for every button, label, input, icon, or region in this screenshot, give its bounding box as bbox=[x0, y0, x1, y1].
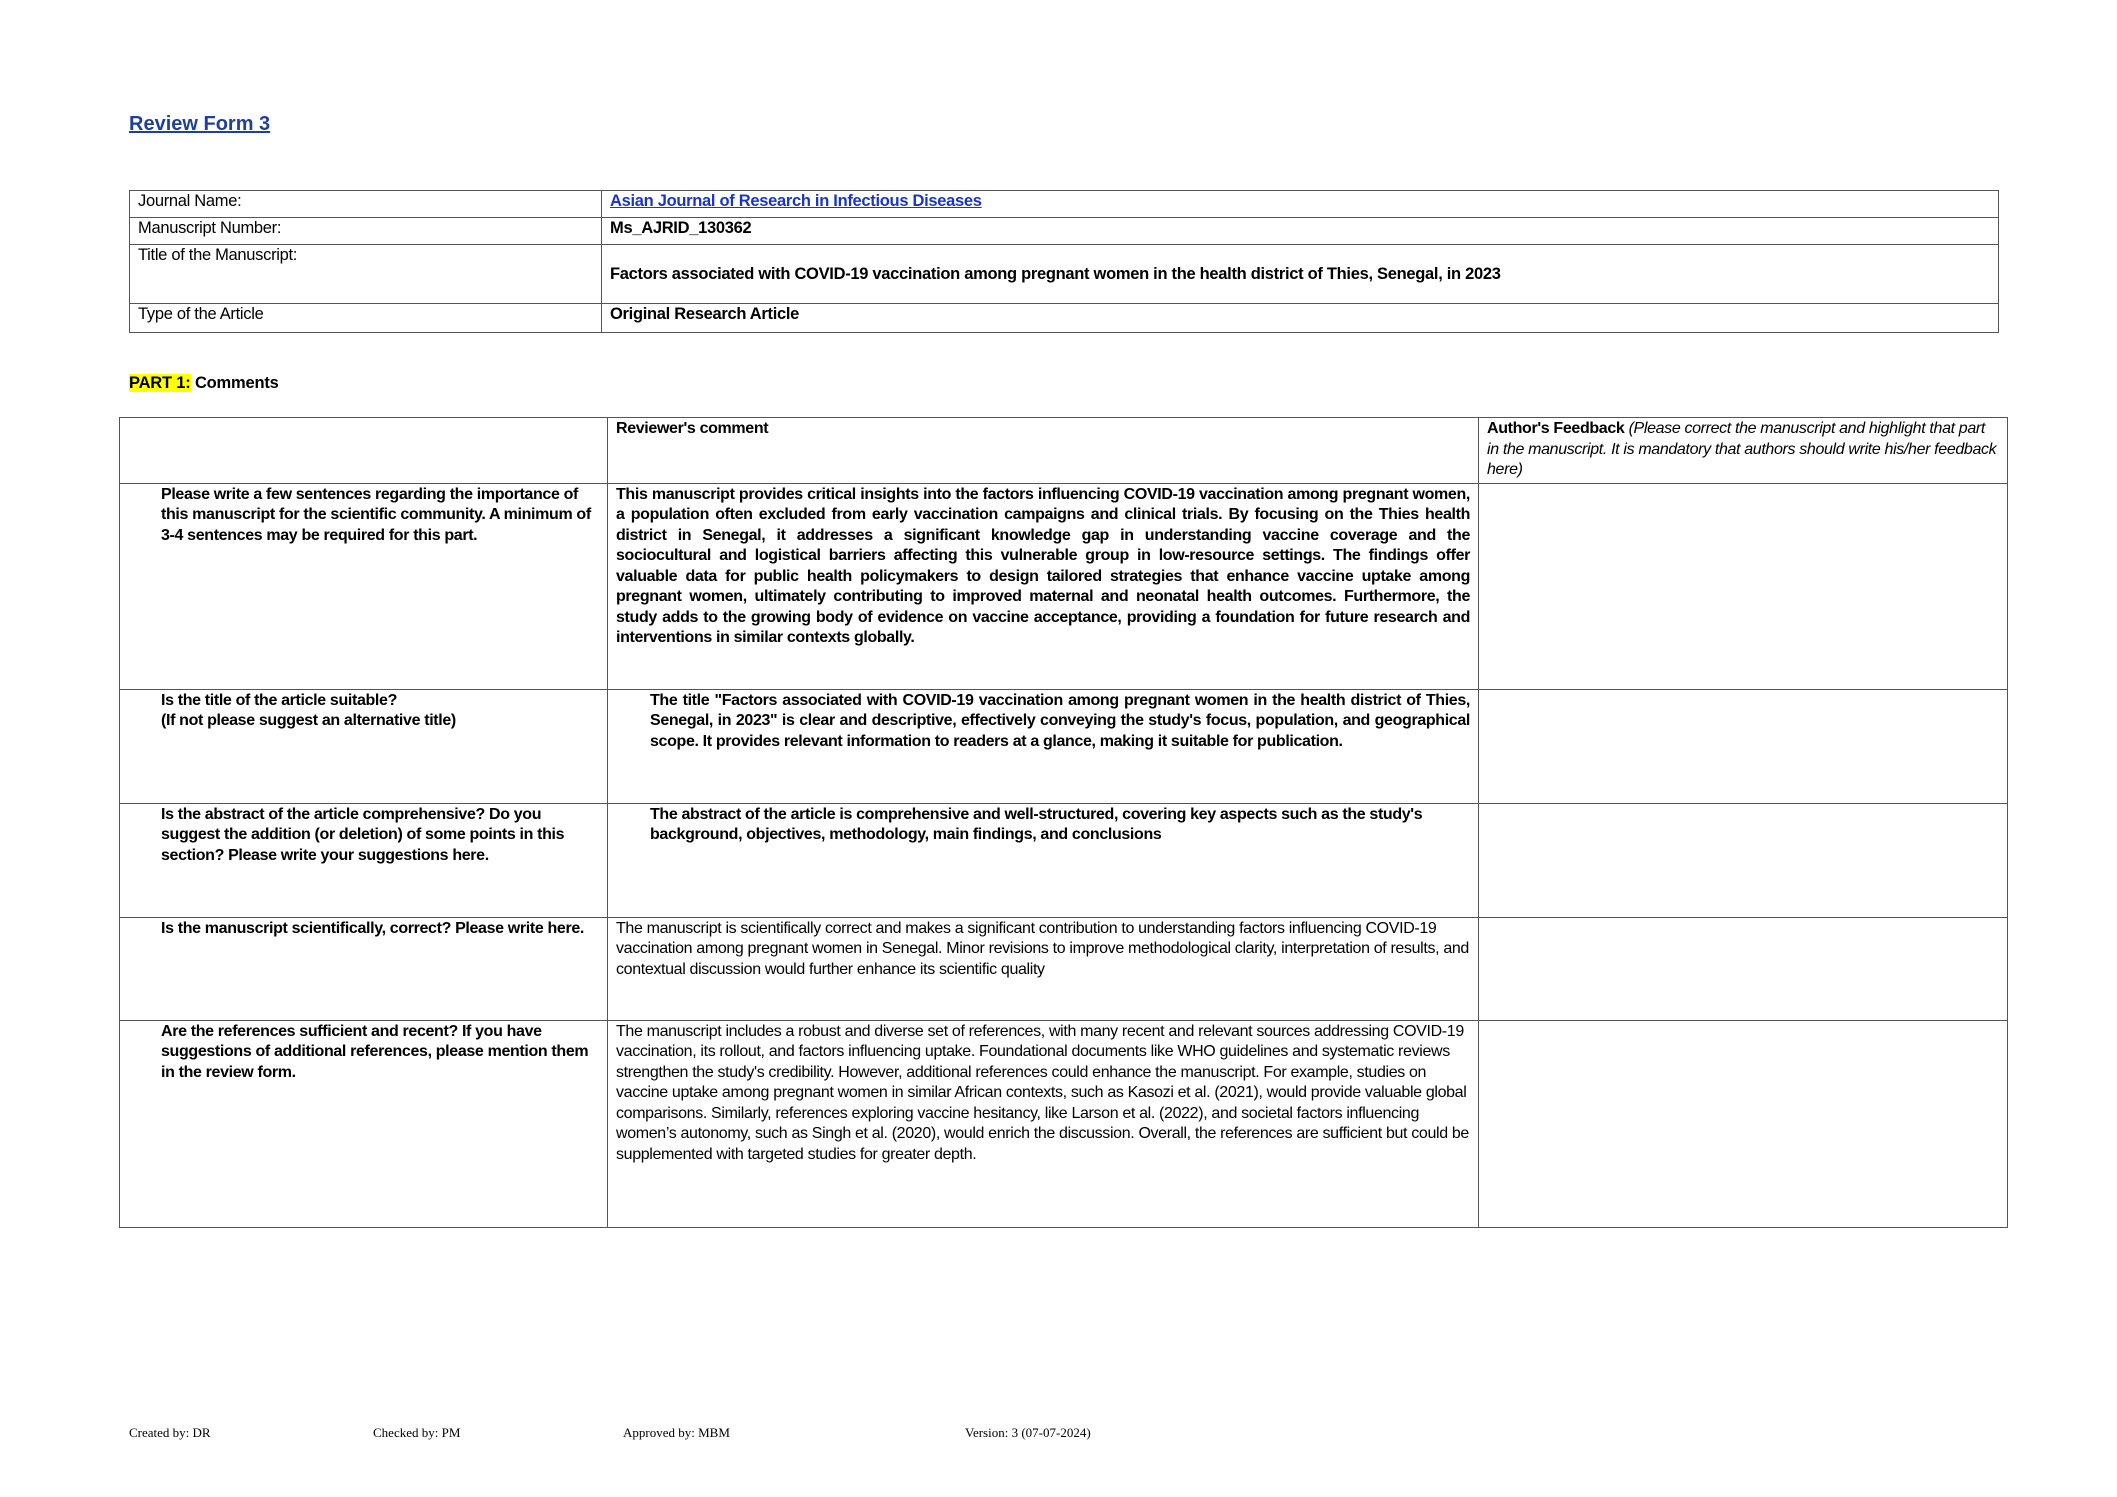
table-row bbox=[120, 483, 2008, 689]
table-row bbox=[120, 803, 2008, 917]
author-feedback-cell[interactable] bbox=[1479, 483, 2008, 689]
footer-created: Created by: DR bbox=[129, 1425, 211, 1440]
question: Is the abstract of the article comprehensive? Do you suggest the addition (or deletion) of some points in this section? Please write your suggestions here. bbox=[120, 803, 608, 917]
part-label: PART 1: bbox=[129, 374, 191, 392]
manuscript-title-label: Title of the Manuscript: bbox=[130, 245, 602, 304]
journal-link[interactable]: Asian Journal of Research in Infectious Diseases bbox=[610, 192, 982, 210]
author-feedback-cell[interactable] bbox=[1479, 803, 2008, 917]
author-feedback-cell[interactable] bbox=[1479, 1020, 2008, 1227]
journal-label: Journal Name: bbox=[130, 191, 602, 218]
author-feedback-cell[interactable] bbox=[1479, 917, 2008, 1020]
question: Is the title of the article suitable? (If not please suggest an alternative title) bbox=[120, 689, 608, 803]
manuscript-number-row bbox=[130, 218, 1999, 245]
manuscript-title-value: Factors associated with COVID-19 vaccination among pregnant women in the health district of Thies, Senegal, in 2023 bbox=[602, 245, 1999, 304]
journal-row bbox=[130, 191, 1999, 218]
table-row bbox=[120, 1020, 2008, 1227]
part-title: Comments bbox=[194, 374, 279, 392]
question: Please write a few sentences regarding the importance of this manuscript for the scientific community. A minimum of 3-4 sentences may be required for this part. bbox=[120, 483, 608, 689]
manuscript-info-table bbox=[129, 190, 1999, 333]
footer-approved: Approved by: MBM bbox=[623, 1425, 730, 1440]
table-row bbox=[120, 689, 2008, 803]
header-author bbox=[1479, 418, 2008, 484]
form-title: Review Form 3 bbox=[129, 113, 271, 135]
part-heading bbox=[129, 374, 279, 393]
table-row bbox=[120, 917, 2008, 1020]
header-reviewer: Reviewer's comment bbox=[608, 418, 1479, 484]
author-feedback-cell[interactable] bbox=[1479, 689, 2008, 803]
reviewer-comment: The manuscript is scientifically correct and makes a significant contribution to understanding factors influencing COVID-19 vaccination among pregnant women in Senegal. Minor revisions to improve methodological clarity, interpretation of results, and contextual discussion would further enhance its scientific quality bbox=[608, 917, 1479, 1020]
footer-version: Version: 3 (07-07-2024) bbox=[965, 1425, 1091, 1440]
reviewer-comment: The title "Factors associated with COVID-19 vaccination among pregnant women in the health district of Thies, Senegal, in 2023" is clear and descriptive, effectively conveying the study's focus, population, and geographical scope. It provides relevant information to readers at a glance, making it suitable for publication. bbox=[608, 689, 1479, 803]
question: Is the manuscript scientifically, correct? Please write here. bbox=[120, 917, 608, 1020]
manuscript-number-value: Ms_AJRID_130362 bbox=[602, 218, 1999, 245]
article-type-label: Type of the Article bbox=[130, 304, 602, 333]
header-row bbox=[120, 418, 2008, 484]
reviewer-comment: This manuscript provides critical insights into the factors influencing COVID-19 vaccination among pregnant women, a population often excluded from early vaccination campaigns and clinical trials. By focusing on the Thies health district in Senegal, it addresses a significant knowledge gap in understanding vaccine coverage and the sociocultural and logistical barriers affecting this vulnerable group in low-resource settings. The findings offer valuable data for public health policymakers to design tailored strategies that enhance vaccine uptake among pregnant women, ultimately contributing to improved maternal and neonatal health outcomes. Furthermore, the study adds to the growing body of evidence on vaccine acceptance, providing a foundation for future research and interventions in similar contexts globally. bbox=[608, 483, 1479, 689]
header-empty bbox=[120, 418, 608, 484]
manuscript-title-row bbox=[130, 245, 1999, 304]
header-author-note: (Please correct the manuscript and highlight that part in the manuscript. It is mandatory that authors should write his/her feedback here) bbox=[1487, 420, 1997, 478]
question: Are the references sufficient and recent? If you have suggestions of additional references, please mention them in the review form. bbox=[120, 1020, 608, 1227]
manuscript-number-label: Manuscript Number: bbox=[130, 218, 602, 245]
header-author-label: Author's Feedback bbox=[1487, 420, 1625, 437]
reviewer-comment: The manuscript includes a robust and diverse set of references, with many recent and relevant sources addressing COVID-19 vaccination, its rollout, and factors influencing uptake. Foundational documents like WHO guidelines and systematic reviews strengthen the study's credibility. However, additional references could enhance the manuscript. For example, studies on vaccine uptake among pregnant women in similar African contexts, such as Kasozi et al. (2021), would provide valuable global comparisons. Similarly, references exploring vaccine hesitancy, like Larson et al. (2022), and societal factors influencing women’s autonomy, such as Singh et al. (2020), would enrich the discussion. Overall, the references are sufficient but could be supplemented with targeted studies for greater depth. bbox=[608, 1020, 1479, 1227]
comments-table bbox=[119, 417, 2008, 1228]
article-type-value: Original Research Article bbox=[602, 304, 1999, 333]
article-type-row bbox=[130, 304, 1999, 333]
footer-checked: Checked by: PM bbox=[373, 1425, 461, 1440]
reviewer-comment: The abstract of the article is comprehensive and well-structured, covering key aspects such as the study's background, objectives, methodology, main findings, and conclusions bbox=[608, 803, 1479, 917]
